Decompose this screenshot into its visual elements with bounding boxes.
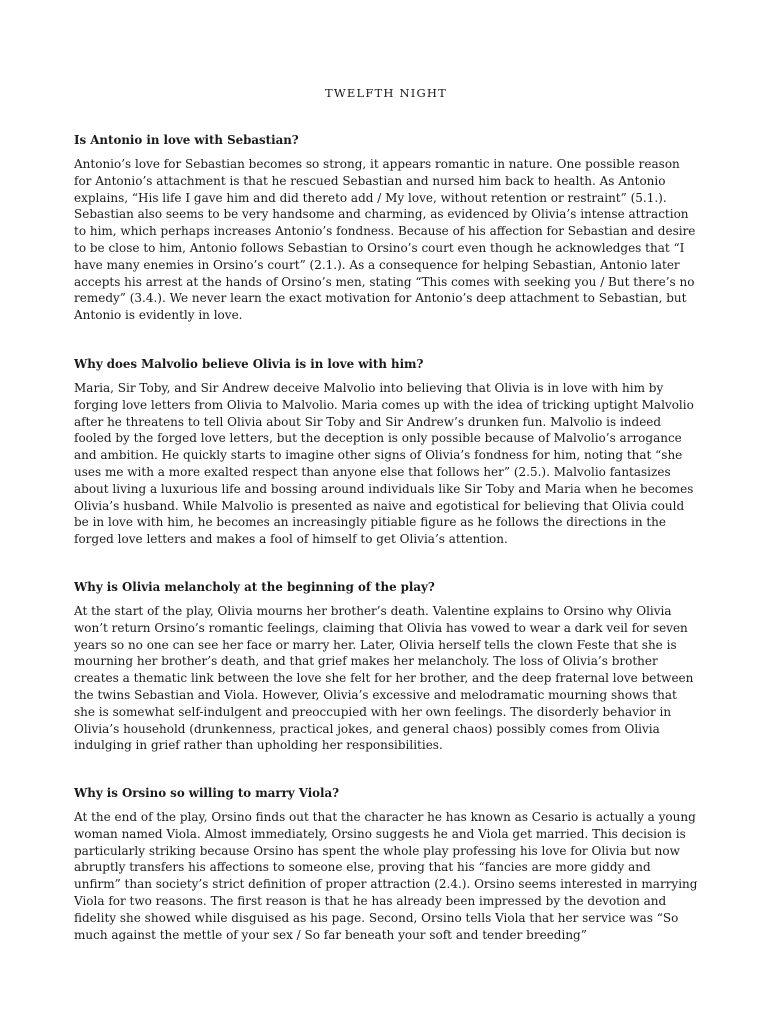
- section-antonio: [74, 133, 698, 324]
- section-answer: Maria, Sir Toby, and Sir Andrew deceive Malvolio into believing that Olivia is in love with him by forging love letters from Olivia to Malvolio. Maria comes up with the idea of tricking uptight Malvolio after he threatens to tell Olivia about Sir Toby and Sir Andrew’s drunken fun. Malvolio is indeed fooled by the forged love letters, but the deception is only possible because of Malvolio’s arrogance and ambition. He quickly starts to imagine other signs of Olivia’s fondness for him, noting that “she uses me with a more exalted respect than anyone else that follows her” (2.5.). Malvolio fantasizes about living a luxurious life and bossing around individuals like Sir Toby and Maria when he becomes Olivia’s husband. While Malvolio is presented as naive and egotistical for believing that Olivia could be in love with him, he becomes an increasingly pitiable figure as he follows the directions in the forged love letters and makes a fool of himself to get Olivia’s attention.: [74, 381, 694, 547]
- section-answer: At the start of the play, Olivia mourns her brother’s death. Valentine explains to Orsino why Olivia won’t return Orsino’s romantic feelings, claiming that Olivia has vowed to wear a dark veil for seven years so no one can see her face or marry her. Later, Olivia herself tells the clown Feste that she is mourning her brother’s death, and that grief makes her melancholy. The loss of Olivia’s brother creates a thematic link between the love she felt for her brother, and the deep fraternal love between the twins Sebastian and Viola. However, Olivia’s excessive and melodramatic mourning shows that she is somewhat self-indulgent and preoccupied with her own feelings. The disorderly behavior in Olivia’s household (drunkenness, practical jokes, and general chaos) possibly comes from Olivia indulging in grief rather than upholding her responsibilities.: [74, 604, 694, 753]
- section-question: Is Antonio in love with Sebastian?: [74, 133, 299, 147]
- section-olivia: [74, 580, 698, 754]
- section-question: Why does Malvolio believe Olivia is in love with him?: [74, 357, 424, 371]
- section-malvolio: [74, 357, 698, 548]
- section-question: Why is Olivia melancholy at the beginning of the play?: [74, 580, 435, 594]
- section-question: Why is Orsino so willing to marry Viola?: [74, 786, 340, 800]
- section-answer: Antonio’s love for Sebastian becomes so strong, it appears romantic in nature. One possible reason for Antonio’s attachment is that he rescued Sebastian and nursed him back to health. As Antonio explains, “His life I gave him and did thereto add / My love, without retention or restraint” (5.1.). Sebastian also seems to be very handsome and charming, as evidenced by Olivia’s intense attraction to him, which perhaps increases Antonio’s fondness. Because of his affection for Sebastian and desire to be close to him, Antonio follows Sebastian to Orsino’s court even though he acknowledges that “I have many enemies in Orsino’s court” (2.1.). As a consequence for helping Sebastian, Antonio later accepts his arrest at the hands of Orsino’s men, stating “This comes with seeking you / But there’s no remedy” (3.4.). We never learn the exact motivation for Antonio’s deep attachment to Sebastian, but Antonio is evidently in love.: [74, 157, 696, 323]
- section-answer: At the end of the play, Orsino finds out that the character he has known as Cesario is actually a young woman named Viola. Almost immediately, Orsino suggests he and Viola get married. This decision is particularly striking because Orsino has spent the whole play professing his love for Olivia but now abruptly transfers his affections to someone else, proving that his “fancies are more giddy and unfirm” than society’s strict definition of proper attraction (2.4.). Orsino seems interested in marrying Viola for two reasons. The first reason is that he has already been impressed by the devotion and fidelity she showed while disguised as his page. Second, Orsino tells Viola that her service was “So much against the mettle of your sex / So far beneath your soft and tender breeding”: [74, 810, 698, 942]
- document-title: TWELFTH NIGHT: [325, 86, 447, 100]
- section-orsino: [74, 786, 698, 943]
